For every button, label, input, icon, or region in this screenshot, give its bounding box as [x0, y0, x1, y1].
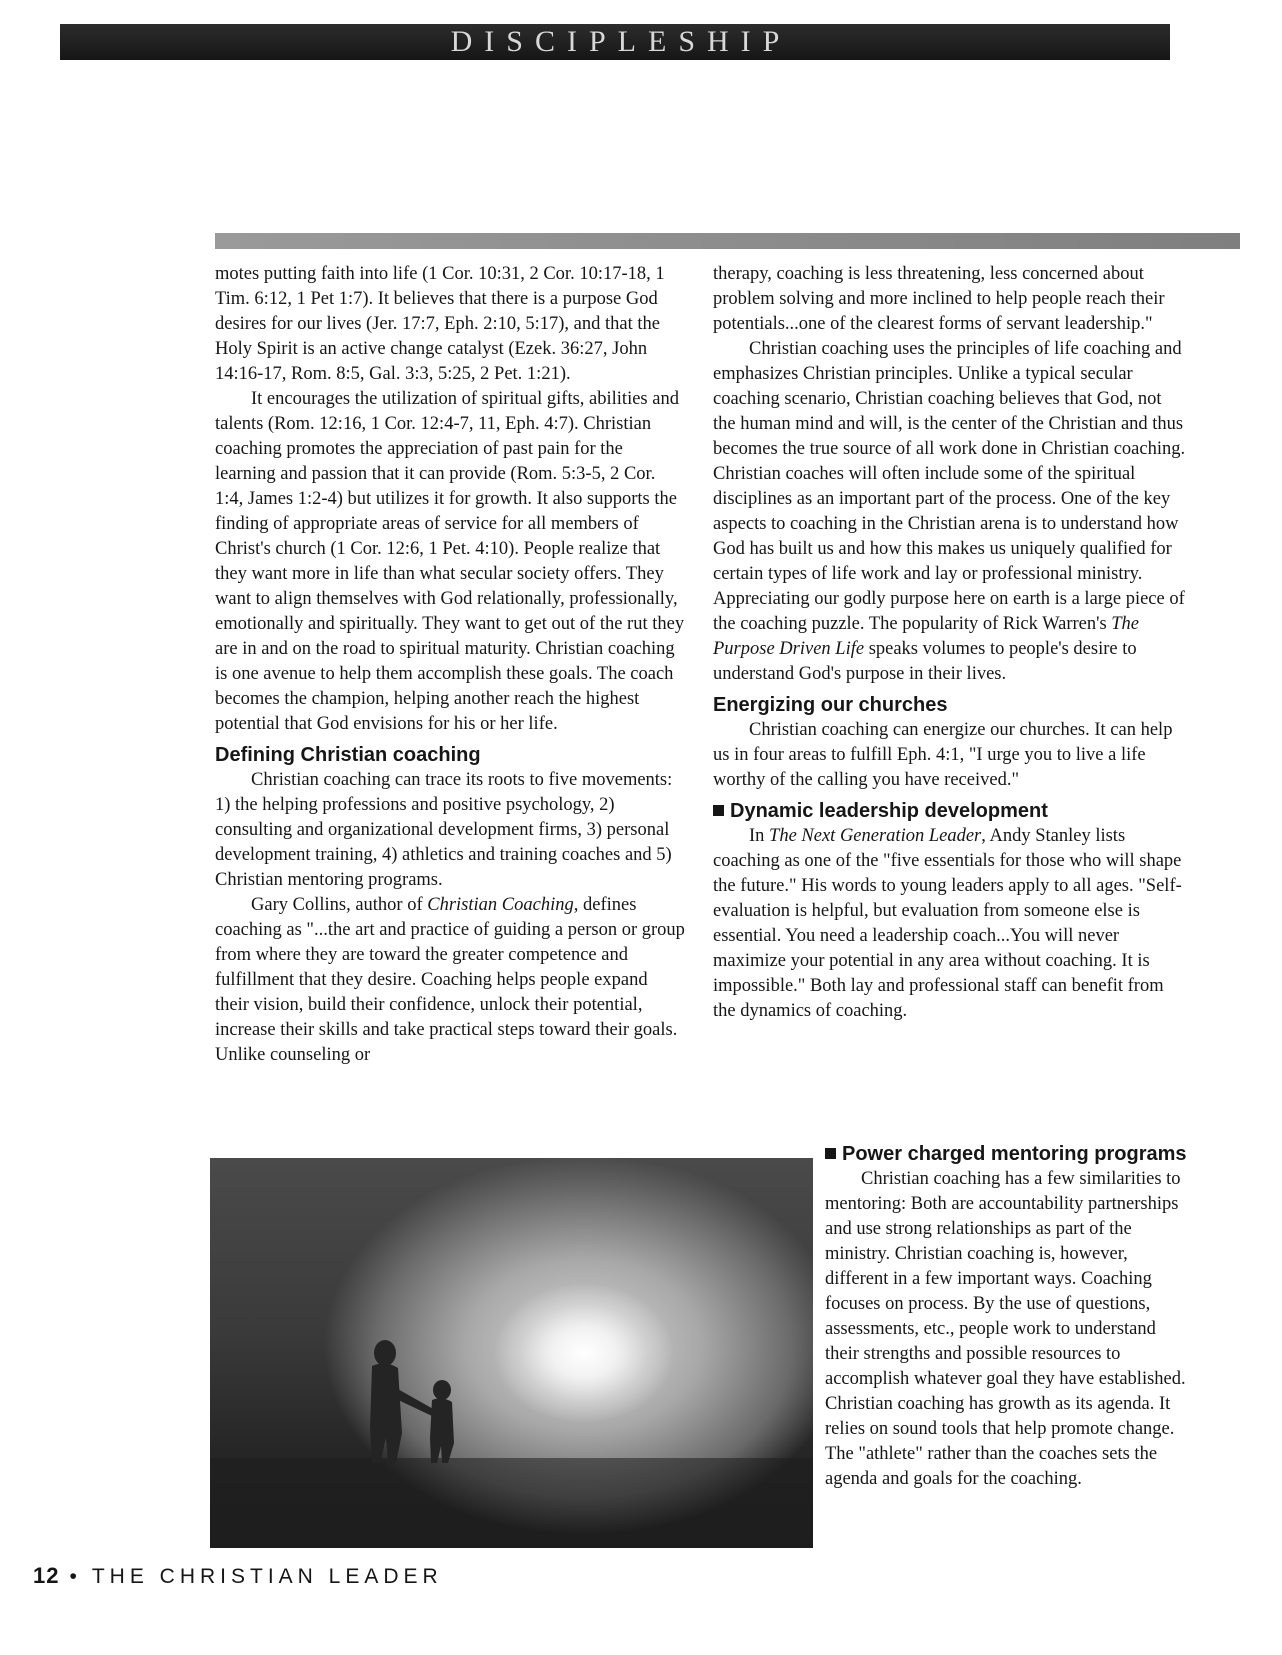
right-column-lower: [825, 1142, 1188, 1492]
separator: •: [69, 1565, 82, 1588]
body-paragraph: It encourages the utilization of spiritual gifts, abilities and talents (Rom. 12:16, 1 Cor. 12:4-7, 11, Eph. 4:7). Christian coaching promotes the appreciation of past pain for the learning and passion that it can provide (Rom. 5:3-5, 2 Cor. 1:4, James 1:2-4) but utilizes it for growth. It also supports the finding of appropriate areas of service for all members of Christ's church (1 Cor. 12:6, 1 Pet. 4:10). People realize that they want more in life than what secular society offers. They want to align themselves with God relationally, professionally, emotionally and spiritually. They want to get out of the rut they are in and on the road to spiritual maturity. Christian coaching is one avenue to help them accomplish these goals. The coach becomes the champion, helping another reach the highest potential that God envisions for his or her life.: [215, 389, 685, 734]
body-paragraph: Christian coaching can energize our churches. It can help us in four areas to fulfill Eph. 4:1, "I urge you to live a life worthy of the calling you have received.": [713, 720, 1173, 790]
body-paragraph: Christian coaching can trace its roots to five movements: 1) the helping professions and positive psychology, 2) consulting and organizational development firms, 3) personal development training, 4) athletics and training coaches and 5) Christian mentoring programs.: [215, 770, 673, 890]
section-header-bar: [60, 24, 1170, 60]
book-title: The Next Generation Leader: [769, 826, 982, 846]
square-bullet-icon: [825, 1148, 836, 1159]
section-title: DISCIPLESHIP: [450, 25, 792, 58]
body-paragraph: Christian coaching has a few similarities to mentoring: Both are accountability partnerships and use strong relationships as part of the ministry. Christian coaching is, however, different in a few important ways. Coaching focuses on process. By the use of questions, assessments, etc., people work to understand their strengths and possible resources to accomplish whatever goal they have established. Christian coaching has growth as its agenda. It relies on sound tools that help promote change. The "athlete" rather than the coaches sets the agenda and goals for the coaching.: [825, 1169, 1186, 1489]
divider-rule: [215, 233, 1240, 249]
subsection-heading: Power charged mentoring programs: [825, 1142, 1188, 1167]
page-footer: [33, 1563, 443, 1589]
subsection-heading: Dynamic leadership development: [713, 799, 1188, 824]
body-paragraph: motes putting faith into life (1 Cor. 10:31, 2 Cor. 10:17-18, 1 Tim. 6:12, 1 Pet 1:7). It believes that there is a purpose God desires for our lives (Jer. 17:7, Eph. 2:10, 5:17), and that the Holy Spirit is an active change catalyst (Ezek. 36:27, John 14:16-17, Rom. 8:5, Gal. 3:3, 5:25, 2 Pet. 1:21).: [215, 264, 665, 384]
page-number: 12: [33, 1563, 60, 1588]
right-column: [713, 262, 1188, 1024]
body-paragraph: Gary Collins, author of Christian Coaching, defines coaching as "...the art and practice of guiding a person or group from where they are toward the greater competence and fulfillment that they desire. Coaching helps people expand their vision, build their confidence, unlock their potential, increase their skills and take practical steps toward their goals. Unlike counseling or: [215, 895, 685, 1065]
square-bullet-icon: [713, 805, 724, 816]
sunset-silhouette-photo: [210, 1158, 813, 1548]
book-title: The Purpose Driven Life: [713, 614, 1140, 659]
book-title: Christian Coaching: [427, 895, 574, 915]
left-column: [215, 262, 685, 1068]
silhouette-figures: [210, 1158, 813, 1548]
publication-name: THE CHRISTIAN LEADER: [91, 1565, 443, 1588]
body-paragraph: Christian coaching uses the principles of life coaching and emphasizes Christian principles. Unlike a typical secular coaching scenario, Christian coaching believes that God, not the human mind and will, is the center of the Christian and thus becomes the true source of all work done in Christian coaching. Christian coaches will often include some of the spiritual disciplines as an important part of the process. One of the key aspects to coaching in the Christian arena is to understand how God has built us and how this makes us uniquely qualified for certain types of life work and lay or professional ministry. Appreciating our godly purpose here on earth is a large piece of the coaching puzzle. The popularity of Rick Warren's The Purpose Driven Life speaks volumes to people's desire to understand God's purpose in their lives.: [713, 339, 1186, 684]
body-paragraph: therapy, coaching is less threatening, less concerned about problem solving and more inclined to help people reach their potentials...one of the clearest forms of servant leadership.": [713, 264, 1165, 334]
section-heading: Energizing our churches: [713, 694, 948, 716]
body-paragraph: In The Next Generation Leader, Andy Stanley lists coaching as one of the "five essentials for those who will shape the future." His words to young leaders apply to all ages. "Self-evaluation is helpful, but evaluation from someone else is essential. You need a leadership coach...You will never maximize your potential in any area without coaching. It is impossible." Both lay and professional staff can benefit from the dynamics of coaching.: [713, 826, 1182, 1021]
section-heading: Defining Christian coaching: [215, 744, 481, 766]
